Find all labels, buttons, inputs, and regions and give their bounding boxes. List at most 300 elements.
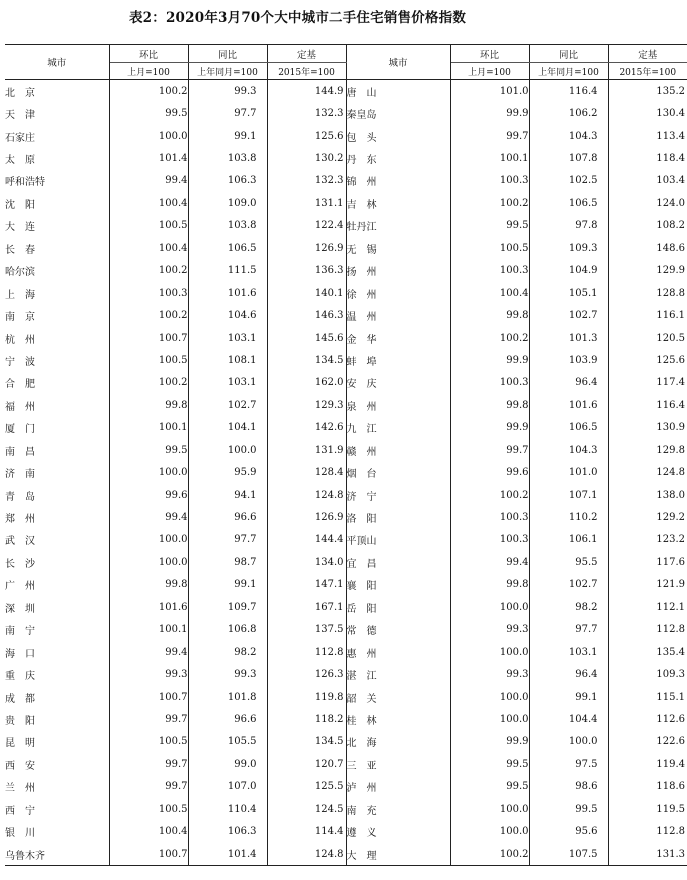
table-title: 表2：2020年3月70个大中城市二手住宅销售价格指数 xyxy=(128,10,467,26)
fixed-base-cell: 128.8 xyxy=(656,287,685,299)
table-row xyxy=(5,237,687,259)
city-cell: 上 海 xyxy=(5,282,109,304)
fixed-base-cell: 114.4 xyxy=(267,820,346,842)
mom-cell: 99.5 xyxy=(109,439,188,461)
fixed-base-label: 2015年=100 xyxy=(608,63,687,80)
fixed-base-cell: 126.9 xyxy=(267,506,346,528)
fixed-base-cell: 122.6 xyxy=(656,736,685,748)
yoy-cell: 102.5 xyxy=(529,170,608,192)
table-row xyxy=(5,506,687,528)
city-cell: 青 岛 xyxy=(5,484,109,506)
mom-cell: 100.4 xyxy=(109,237,188,259)
yoy-cell: 103.1 xyxy=(188,327,267,349)
table-row xyxy=(5,192,687,214)
table-row xyxy=(5,574,687,596)
city-cell: 平顶山 xyxy=(346,529,450,551)
city-cell: 牡丹江 xyxy=(346,215,450,237)
mom-cell: 100.5 xyxy=(450,237,529,259)
city-cell: 宁 波 xyxy=(5,349,109,371)
city-cell: 扬 州 xyxy=(346,260,450,282)
fixed-base-cell: 129.3 xyxy=(267,394,346,416)
city-cell: 遵 义 xyxy=(346,820,450,842)
fixed-base-cell: 131.9 xyxy=(267,439,346,461)
mom-cell: 100.4 xyxy=(109,192,188,214)
yoy-cell: 104.3 xyxy=(529,439,608,461)
yoy-cell: 104.3 xyxy=(529,125,608,147)
fixed-base-cell: 113.4 xyxy=(656,130,685,142)
city-cell: 惠 州 xyxy=(346,641,450,663)
mom-cell: 100.3 xyxy=(109,282,188,304)
mom-cell: 99.4 xyxy=(450,551,529,573)
fixed-base-cell: 125.5 xyxy=(267,776,346,798)
yoy-cell: 95.6 xyxy=(529,820,608,842)
city-cell: 南 昌 xyxy=(5,439,109,461)
fixed-base-cell: 124.8 xyxy=(267,484,346,506)
fixed-base-cell: 140.1 xyxy=(267,282,346,304)
yoy-cell: 101.6 xyxy=(188,282,267,304)
mom-cell: 100.0 xyxy=(450,820,529,842)
fixed-base-cell: 129.2 xyxy=(656,512,685,524)
table-row xyxy=(5,641,687,663)
city-cell: 常 德 xyxy=(346,619,450,641)
fixed-base-cell: 132.3 xyxy=(267,170,346,192)
yoy-cell: 109.7 xyxy=(188,596,267,618)
city-cell: 广 州 xyxy=(5,574,109,596)
yoy-cell: 99.1 xyxy=(188,125,267,147)
mom-cell: 100.7 xyxy=(109,327,188,349)
city-cell: 烟 台 xyxy=(346,461,450,483)
fixed-base-cell: 142.6 xyxy=(267,417,346,439)
city-cell: 三 亚 xyxy=(346,753,450,775)
mom-cell: 99.3 xyxy=(450,619,529,641)
yoy-cell: 107.1 xyxy=(529,484,608,506)
city-cell: 南 京 xyxy=(5,304,109,326)
city-cell: 昆 明 xyxy=(5,731,109,753)
city-column-header: 城市 xyxy=(346,45,450,80)
city-cell: 长 沙 xyxy=(5,551,109,573)
fixed-base-cell: 130.2 xyxy=(267,147,346,169)
city-cell: 北 京 xyxy=(5,80,109,103)
fixed-base-cell: 132.3 xyxy=(267,102,346,124)
yoy-cell: 103.1 xyxy=(529,641,608,663)
city-cell: 徐 州 xyxy=(346,282,450,304)
city-cell: 吉 林 xyxy=(346,192,450,214)
yoy-cell: 94.1 xyxy=(188,484,267,506)
city-cell: 唐 山 xyxy=(346,80,450,103)
yoy-cell: 107.0 xyxy=(188,776,267,798)
mom-cell: 100.0 xyxy=(450,641,529,663)
fixed-base-cell: 130.9 xyxy=(656,422,685,434)
fixed-base-cell: 116.4 xyxy=(656,399,685,411)
fixed-base-cell: 109.3 xyxy=(656,669,685,681)
city-cell: 安 庆 xyxy=(346,372,450,394)
yoy-cell: 96.4 xyxy=(529,663,608,685)
city-cell: 桂 林 xyxy=(346,708,450,730)
table-row xyxy=(5,170,687,192)
table-row xyxy=(5,529,687,551)
mom-cell: 100.4 xyxy=(450,282,529,304)
mom-cell: 99.4 xyxy=(109,641,188,663)
mom-cell: 99.8 xyxy=(109,574,188,596)
yoy-cell: 103.8 xyxy=(188,215,267,237)
yoy-cell: 109.0 xyxy=(188,192,267,214)
table-row xyxy=(5,260,687,282)
city-cell: 大 理 xyxy=(346,843,450,866)
fixed-base-cell: 167.1 xyxy=(267,596,346,618)
city-cell: 银 川 xyxy=(5,820,109,842)
yoy-cell: 106.3 xyxy=(188,820,267,842)
fixed-base-cell: 126.3 xyxy=(267,663,346,685)
table-row xyxy=(5,125,687,147)
fixed-base-column-header: 定基 xyxy=(608,45,687,63)
fixed-base-cell: 146.3 xyxy=(267,304,346,326)
city-cell: 岳 阳 xyxy=(346,596,450,618)
table-row xyxy=(5,776,687,798)
city-cell: 杭 州 xyxy=(5,327,109,349)
fixed-base-cell: 131.3 xyxy=(608,843,687,866)
table-row xyxy=(5,798,687,820)
yoy-cell: 99.3 xyxy=(188,663,267,685)
yoy-cell: 106.1 xyxy=(529,529,608,551)
city-cell: 呼和浩特 xyxy=(5,170,109,192)
mom-cell: 99.6 xyxy=(109,484,188,506)
yoy-cell: 111.5 xyxy=(188,260,267,282)
yoy-cell: 101.3 xyxy=(529,327,608,349)
mom-cell: 100.0 xyxy=(450,596,529,618)
city-cell: 洛 阳 xyxy=(346,506,450,528)
yoy-cell: 106.5 xyxy=(529,417,608,439)
city-cell: 西 宁 xyxy=(5,798,109,820)
city-cell: 温 州 xyxy=(346,304,450,326)
fixed-base-cell: 124.8 xyxy=(656,467,685,479)
yoy-cell: 99.5 xyxy=(529,798,608,820)
city-cell: 丹 东 xyxy=(346,147,450,169)
yoy-cell: 97.7 xyxy=(188,529,267,551)
yoy-cell: 105.5 xyxy=(188,731,267,753)
fixed-base-cell: 117.6 xyxy=(656,556,685,568)
mom-cell: 100.5 xyxy=(109,349,188,371)
yoy-cell: 107.8 xyxy=(529,147,608,169)
city-cell: 泉 州 xyxy=(346,394,450,416)
yoy-cell: 106.3 xyxy=(188,170,267,192)
yoy-cell: 105.1 xyxy=(529,282,608,304)
table-row xyxy=(5,372,687,394)
city-cell: 赣 州 xyxy=(346,439,450,461)
city-cell: 沈 阳 xyxy=(5,192,109,214)
city-cell: 襄 阳 xyxy=(346,574,450,596)
mom-cell: 100.2 xyxy=(109,80,188,103)
city-cell: 西 安 xyxy=(5,753,109,775)
city-cell: 包 头 xyxy=(346,125,450,147)
mom-cell: 100.0 xyxy=(450,798,529,820)
mom-cell: 99.7 xyxy=(450,125,529,147)
table-row xyxy=(5,663,687,685)
yoy-cell: 102.7 xyxy=(188,394,267,416)
fixed-base-cell: 103.4 xyxy=(656,175,685,187)
yoy-cell: 98.2 xyxy=(188,641,267,663)
mom-cell: 99.7 xyxy=(109,753,188,775)
fixed-base-cell: 112.1 xyxy=(656,601,685,613)
table-row xyxy=(5,102,687,124)
fixed-base-cell: 124.5 xyxy=(267,798,346,820)
table-row xyxy=(5,394,687,416)
mom-cell: 100.3 xyxy=(450,529,529,551)
fixed-base-cell: 131.1 xyxy=(267,192,346,214)
yoy-cell: 98.2 xyxy=(529,596,608,618)
yoy-cell: 116.4 xyxy=(529,80,608,103)
price-index-table xyxy=(5,44,687,866)
table-row xyxy=(5,215,687,237)
yoy-cell: 106.8 xyxy=(188,619,267,641)
yoy-cell: 99.3 xyxy=(188,80,267,103)
mom-cell: 99.5 xyxy=(450,776,529,798)
fixed-base-cell: 135.2 xyxy=(656,85,685,97)
yoy-column-header: 同比 xyxy=(529,45,608,63)
fixed-base-cell: 144.4 xyxy=(267,529,346,551)
mom-cell: 100.3 xyxy=(450,260,529,282)
fixed-base-label: 2015年=100 xyxy=(267,63,346,80)
fixed-base-cell: 112.6 xyxy=(656,713,685,725)
mom-cell: 99.7 xyxy=(109,708,188,730)
city-cell: 石家庄 xyxy=(5,125,109,147)
city-cell: 宜 昌 xyxy=(346,551,450,573)
city-column-header: 城市 xyxy=(5,45,109,80)
city-cell: 韶 关 xyxy=(346,686,450,708)
fixed-base-cell: 162.0 xyxy=(267,372,346,394)
table-row xyxy=(5,596,687,618)
yoy-cell: 99.1 xyxy=(529,686,608,708)
yoy-cell: 96.4 xyxy=(529,372,608,394)
city-cell: 秦皇岛 xyxy=(346,102,450,124)
mom-cell: 99.3 xyxy=(109,663,188,685)
yoy-cell: 102.7 xyxy=(529,574,608,596)
yoy-cell: 110.4 xyxy=(188,798,267,820)
yoy-cell: 108.1 xyxy=(188,349,267,371)
mom-cell: 100.2 xyxy=(109,260,188,282)
mom-cell: 100.5 xyxy=(109,731,188,753)
mom-cell: 99.9 xyxy=(450,731,529,753)
fixed-base-cell: 135.4 xyxy=(656,646,685,658)
table-row xyxy=(5,282,687,304)
yoy-cell: 95.5 xyxy=(529,551,608,573)
yoy-cell: 96.6 xyxy=(188,708,267,730)
mom-column-header: 环比 xyxy=(109,45,188,63)
city-cell: 北 海 xyxy=(346,731,450,753)
mom-cell: 101.0 xyxy=(450,80,529,103)
yoy-cell: 104.6 xyxy=(188,304,267,326)
fixed-base-cell: 121.9 xyxy=(656,579,685,591)
mom-cell: 99.5 xyxy=(450,215,529,237)
fixed-base-cell: 119.4 xyxy=(656,758,685,770)
city-cell: 南 宁 xyxy=(5,619,109,641)
fixed-base-cell: 108.2 xyxy=(656,220,685,232)
mom-cell: 100.5 xyxy=(109,215,188,237)
fixed-base-cell: 147.1 xyxy=(267,574,346,596)
mom-cell: 99.5 xyxy=(109,102,188,124)
fixed-base-cell: 130.4 xyxy=(656,108,685,120)
city-cell: 成 都 xyxy=(5,686,109,708)
table-row xyxy=(5,80,687,103)
city-cell: 太 原 xyxy=(5,147,109,169)
table-row xyxy=(5,619,687,641)
yoy-cell: 98.6 xyxy=(529,776,608,798)
mom-cell: 100.0 xyxy=(450,686,529,708)
fixed-base-cell: 118.4 xyxy=(656,153,685,165)
mom-cell: 99.7 xyxy=(450,439,529,461)
fixed-base-cell: 148.6 xyxy=(656,242,685,254)
mom-cell: 99.5 xyxy=(450,753,529,775)
mom-cell: 99.8 xyxy=(450,574,529,596)
city-cell: 济 南 xyxy=(5,461,109,483)
yoy-cell: 96.6 xyxy=(188,506,267,528)
fixed-base-cell: 138.0 xyxy=(656,489,685,501)
yoy-cell: 101.6 xyxy=(529,394,608,416)
mom-cell: 100.3 xyxy=(450,506,529,528)
yoy-cell: 97.8 xyxy=(529,215,608,237)
fixed-base-cell: 128.4 xyxy=(267,461,346,483)
yoy-column-header: 同比 xyxy=(188,45,267,63)
fixed-base-cell: 144.9 xyxy=(267,80,346,103)
yoy-cell: 107.5 xyxy=(529,843,608,866)
fixed-base-cell: 129.9 xyxy=(656,265,685,277)
mom-cell: 100.7 xyxy=(109,686,188,708)
city-cell: 贵 阳 xyxy=(5,708,109,730)
city-cell: 无 锡 xyxy=(346,237,450,259)
yoy-cell: 99.1 xyxy=(188,574,267,596)
fixed-base-cell: 125.6 xyxy=(656,354,685,366)
yoy-base-label: 上年同月=100 xyxy=(188,63,267,80)
city-cell: 合 肥 xyxy=(5,372,109,394)
city-cell: 兰 州 xyxy=(5,776,109,798)
table-row xyxy=(5,753,687,775)
city-cell: 泸 州 xyxy=(346,776,450,798)
table-row xyxy=(5,686,687,708)
fixed-base-cell: 126.9 xyxy=(267,237,346,259)
mom-cell: 99.9 xyxy=(450,102,529,124)
yoy-cell: 101.0 xyxy=(529,461,608,483)
mom-cell: 100.0 xyxy=(109,529,188,551)
mom-cell: 100.2 xyxy=(450,192,529,214)
fixed-base-cell: 112.8 xyxy=(656,624,685,636)
mom-cell: 99.3 xyxy=(450,663,529,685)
mom-cell: 100.7 xyxy=(109,843,188,866)
yoy-cell: 106.5 xyxy=(529,192,608,214)
mom-cell: 100.1 xyxy=(450,147,529,169)
mom-cell: 100.2 xyxy=(109,304,188,326)
table-row xyxy=(5,820,687,842)
fixed-base-cell: 134.5 xyxy=(267,731,346,753)
city-cell: 湛 江 xyxy=(346,663,450,685)
table-row xyxy=(5,439,687,461)
fixed-base-cell: 137.5 xyxy=(267,619,346,641)
fixed-base-cell: 120.7 xyxy=(267,753,346,775)
fixed-base-cell: 118.6 xyxy=(656,781,685,793)
city-cell: 天 津 xyxy=(5,102,109,124)
mom-cell: 99.8 xyxy=(450,394,529,416)
table-row xyxy=(5,327,687,349)
table-row xyxy=(5,484,687,506)
fixed-base-cell: 112.8 xyxy=(267,641,346,663)
yoy-cell: 110.2 xyxy=(529,506,608,528)
mom-base-label: 上月=100 xyxy=(450,63,529,80)
mom-cell: 100.0 xyxy=(109,461,188,483)
yoy-cell: 98.7 xyxy=(188,551,267,573)
fixed-base-cell: 115.1 xyxy=(656,691,685,703)
city-cell: 九 江 xyxy=(346,417,450,439)
table-body xyxy=(5,80,687,866)
mom-cell: 100.4 xyxy=(109,820,188,842)
mom-cell: 100.2 xyxy=(450,484,529,506)
mom-base-label: 上月=100 xyxy=(109,63,188,80)
city-cell: 锦 州 xyxy=(346,170,450,192)
city-cell: 乌鲁木齐 xyxy=(5,843,109,866)
fixed-base-cell: 117.4 xyxy=(656,377,685,389)
yoy-cell: 104.9 xyxy=(529,260,608,282)
city-cell: 济 宁 xyxy=(346,484,450,506)
yoy-cell: 101.4 xyxy=(188,843,267,866)
fixed-base-cell: 134.5 xyxy=(267,349,346,371)
mom-cell: 101.4 xyxy=(109,147,188,169)
fixed-base-cell: 125.6 xyxy=(267,125,346,147)
table-row xyxy=(5,731,687,753)
table-row xyxy=(5,304,687,326)
mom-cell: 100.0 xyxy=(109,551,188,573)
city-cell: 金 华 xyxy=(346,327,450,349)
city-cell: 厦 门 xyxy=(5,417,109,439)
yoy-cell: 97.5 xyxy=(529,753,608,775)
yoy-cell: 103.8 xyxy=(188,147,267,169)
city-cell: 哈尔滨 xyxy=(5,260,109,282)
table-row xyxy=(5,551,687,573)
mom-cell: 99.4 xyxy=(109,506,188,528)
mom-cell: 99.9 xyxy=(450,417,529,439)
yoy-cell: 97.7 xyxy=(188,102,267,124)
city-cell: 南 充 xyxy=(346,798,450,820)
mom-cell: 99.6 xyxy=(450,461,529,483)
table-row xyxy=(5,843,687,866)
city-cell: 重 庆 xyxy=(5,663,109,685)
city-cell: 大 连 xyxy=(5,215,109,237)
city-cell: 长 春 xyxy=(5,237,109,259)
fixed-base-cell: 124.0 xyxy=(656,197,685,209)
fixed-base-cell: 120.5 xyxy=(656,332,685,344)
yoy-cell: 103.1 xyxy=(188,372,267,394)
yoy-cell: 97.7 xyxy=(529,619,608,641)
fixed-base-cell: 112.8 xyxy=(656,826,685,838)
mom-cell: 99.8 xyxy=(450,304,529,326)
yoy-cell: 100.0 xyxy=(529,731,608,753)
table-row xyxy=(5,417,687,439)
mom-column-header: 环比 xyxy=(450,45,529,63)
yoy-cell: 103.9 xyxy=(529,349,608,371)
yoy-cell: 102.7 xyxy=(529,304,608,326)
fixed-base-column-header: 定基 xyxy=(267,45,346,63)
mom-cell: 100.2 xyxy=(109,372,188,394)
table-row xyxy=(5,708,687,730)
mom-cell: 99.4 xyxy=(109,170,188,192)
fixed-base-cell: 119.8 xyxy=(267,686,346,708)
fixed-base-cell: 123.2 xyxy=(656,534,685,546)
city-cell: 海 口 xyxy=(5,641,109,663)
yoy-cell: 106.2 xyxy=(529,102,608,124)
table-header xyxy=(5,45,687,80)
table-row xyxy=(5,147,687,169)
mom-cell: 100.5 xyxy=(109,798,188,820)
city-cell: 蚌 埠 xyxy=(346,349,450,371)
yoy-cell: 106.5 xyxy=(188,237,267,259)
yoy-cell: 104.1 xyxy=(188,417,267,439)
table-row xyxy=(5,461,687,483)
